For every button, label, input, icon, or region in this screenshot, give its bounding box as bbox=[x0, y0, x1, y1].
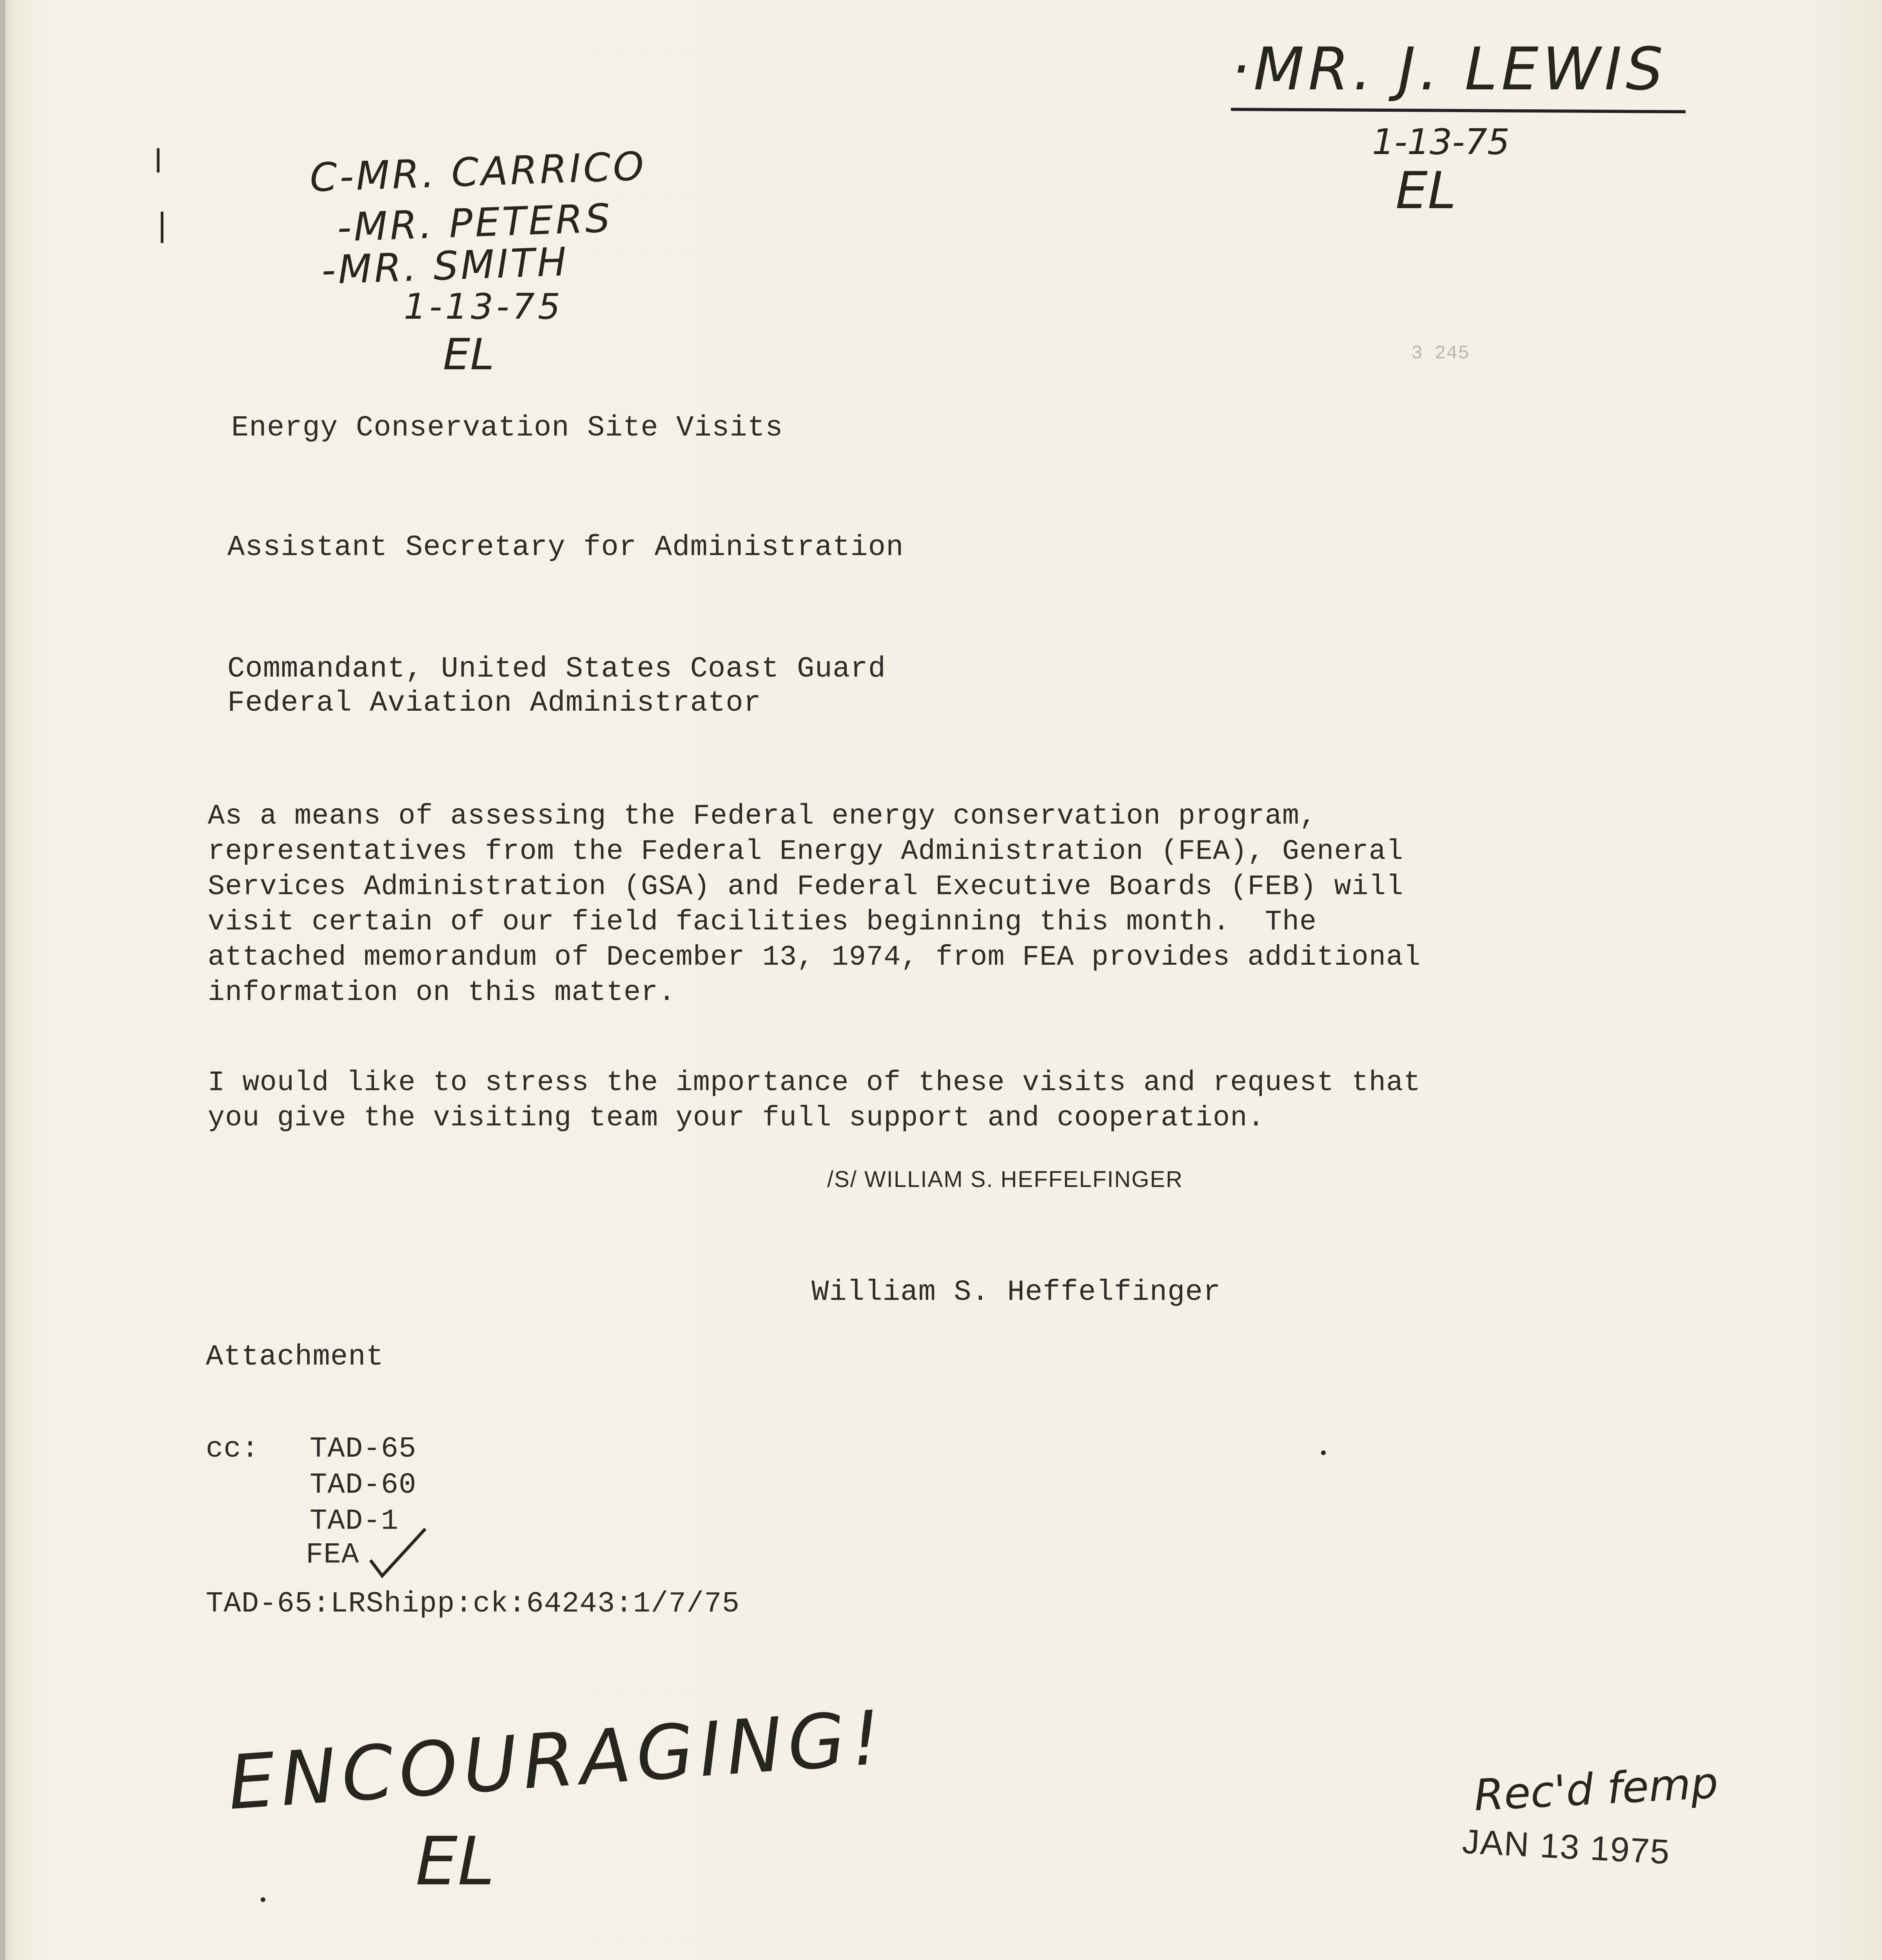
memo-from: Assistant Secretary for Administration bbox=[227, 531, 904, 564]
margin-tick-2 bbox=[161, 212, 163, 243]
cc-entry-2: TAD-60 bbox=[310, 1469, 417, 1502]
paragraph1-line-4: visit certain of our field facilities beginning this month. The bbox=[208, 906, 1317, 938]
handwritten-encouraging-initials: EL bbox=[416, 1823, 495, 1900]
handwritten-cc-line-3: -MR. SMITH bbox=[321, 239, 570, 293]
handwritten-cc-date: 1-13-75 bbox=[404, 286, 564, 327]
checkmark-icon bbox=[367, 1525, 429, 1584]
paragraph1-line-5: attached memorandum of December 13, 1974, from FEA provides additional bbox=[208, 941, 1421, 973]
memo-to-line-1: Commandant, United States Coast Guard bbox=[227, 653, 886, 686]
memo-to-line-2: Federal Aviation Administrator bbox=[227, 687, 762, 720]
faint-number: 3 245 bbox=[1411, 343, 1470, 364]
handwritten-encouraging-note: ENCOURAGING! bbox=[225, 1694, 889, 1827]
paragraph1-line-6: information on this matter. bbox=[208, 976, 676, 1009]
cc-entry-3: TAD-1 bbox=[310, 1505, 399, 1538]
paragraph2-line-1: I would like to stress the importance of these visits and request that bbox=[208, 1067, 1421, 1099]
handwritten-addressee: ·MR. J. LEWIS bbox=[1231, 35, 1667, 103]
paragraph1-line-3: Services Administration (GSA) and Federal Executive Boards (FEB) will bbox=[208, 871, 1404, 903]
handwritten-received-note: Rec'd femp bbox=[1473, 1757, 1719, 1821]
memo-subject: Energy Conservation Site Visits bbox=[231, 412, 783, 445]
reference-line: TAD-65:LRShipp:ck:64243:1/7/75 bbox=[206, 1588, 740, 1621]
cc-label: cc: bbox=[206, 1433, 260, 1466]
signatory-name: William S. Heffelfinger bbox=[811, 1276, 1221, 1309]
paragraph1-line-1: As a means of assessing the Federal energy conservation program, bbox=[208, 800, 1317, 832]
handwritten-cc-initials: EL bbox=[443, 329, 494, 379]
paragraph2-line-2: you give the visiting team your full support and cooperation. bbox=[208, 1102, 1265, 1134]
handwritten-cc-line-2: -MR. PETERS bbox=[336, 195, 613, 251]
attachment-label: Attachment bbox=[206, 1341, 384, 1374]
cc-entry-1: TAD-65 bbox=[310, 1433, 417, 1466]
speck bbox=[1321, 1450, 1326, 1455]
signature-stamp: /S/ WILLIAM S. HEFFELFINGER bbox=[827, 1167, 1183, 1192]
received-date-stamp: JAN 13 1975 bbox=[1461, 1822, 1671, 1871]
speck bbox=[261, 1897, 265, 1902]
handwritten-initials-top-right: EL bbox=[1396, 161, 1456, 220]
page-edge bbox=[0, 0, 5, 1960]
paragraph1-line-2: representatives from the Federal Energy Administration (FEA), General bbox=[208, 835, 1404, 867]
cc-entry-4: FEA bbox=[306, 1539, 359, 1572]
handwritten-date-top-right: 1-13-75 bbox=[1372, 122, 1510, 163]
addressee-underline bbox=[1231, 108, 1686, 113]
handwritten-cc-line-1: C-MR. CARRICO bbox=[309, 143, 647, 201]
margin-tick-1 bbox=[157, 148, 160, 172]
